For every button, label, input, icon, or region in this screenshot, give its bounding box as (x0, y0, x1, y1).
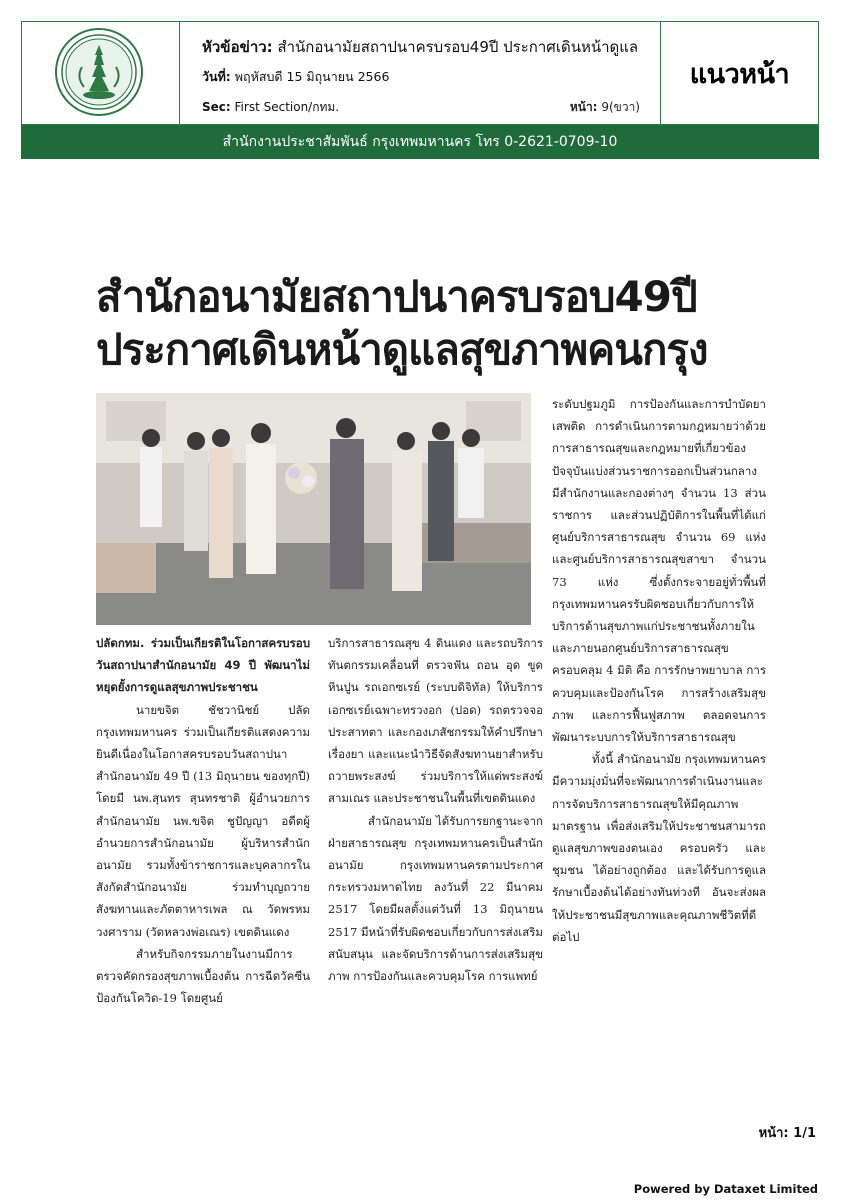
headline-meta (202, 35, 638, 59)
news-photo (96, 393, 531, 625)
sec-value: First Section/กทม. (234, 100, 340, 114)
paragraph-2: สำหรับกิจกรรมภายในงานมีการตรวจคัดกรองสุขภาพเบื้องต้น การฉีดวัคซีนป้องกันโควิด-19 โดยศูนย์ (96, 946, 310, 1006)
publication-cell (660, 22, 818, 124)
logo-cell (22, 22, 180, 124)
ceremony-photo-image (96, 393, 531, 625)
page-ref-label: หน้า: (569, 100, 598, 114)
article-title-line1: สำนักอนามัยสถาปนาครบรอบ49ปี (96, 272, 697, 321)
article-column-2 (328, 632, 543, 987)
sec-meta (202, 98, 339, 117)
headline-label: หัวข้อข่าว: (202, 38, 273, 56)
publication-name: แนวหน้า (689, 58, 790, 90)
paragraph-4: สำนักอนามัย ได้รับการยกฐานะจากฝ่ายสาธารณสุข กรุงเทพมหานครเป็นสำนักอนามัย กรุงเทพมหานครตามประกาศกระทรวงมหาดไทย ลงวันที่ 22 มีนาคม 2517 โดยมีผลตั้งแต่วันที่ 13 มิถุนายน 2517 มีหน้าที่รับผิดชอบเกี่ยวกับการส่งเสริม สนับสนุน และจัดบริการด้านการส่งเสริมสุขภาพ การป้องกันและควบคุมโรค การแพทย์ (328, 813, 543, 984)
page-number-value: 1/1 (793, 1126, 816, 1141)
date-label: วันที่: (202, 69, 231, 84)
date-value: พฤหัสบดี 15 มิถุนายน 2566 (234, 69, 390, 84)
paragraph-6: ทั้งนี้ สำนักอนามัย กรุงเทพมหานคร มีความมุ่งมั่นที่จะพัฒนาการดำเนินงานและการจัดบริการสาธารณสุขให้มีคุณภาพ มาตรฐาน เพื่อส่งเสริมให้ประชาชนสามารถดูแลสุขภาพของตนเอง ครอบครัว และชุมชน ได้อย่างถูกต้อง และได้รับการดูแลรักษาเบื้องต้นได้อย่างทันท่วงที อันจะส่งผลให้ประชาชนมีสุขภาพและคุณภาพชีวิตที่ดีต่อไป (552, 752, 766, 944)
paragraph-5: ระดับปฐมภูมิ การป้องกันและการบำบัดยาเสพติด การดำเนินการตามกฎหมายว่าด้วยการสาธารณสุขและกฎหมายที่เกี่ยวข้อง ปัจจุบันแบ่งส่วนราชการออกเป็นส่วนกลาง มีสำนักงานและกองต่างๆ จำนวน 13 ส่วนราชการ และส่วนปฏิบัติการในพื้นที่ได้แก่ ศูนย์บริการสาธารณสุข จำนวน 69 แห่ง และศูนย์บริการสาธารณสุขสาขา จำนวน 73 แห่ง ซึ่งตั้งกระจายอยู่ทั่วพื้นที่กรุงเทพมหานครรับผิดชอบเกี่ยวกับการให้บริการด้านสุขภาพแก่ประชาชนทั้งภายในและภายนอกศูนย์บริการสาธารณสุข ครอบคลุม 4 มิติ คือ การรักษาพยาบาล การควบคุมและป้องกันโรค การสร้างเสริมสุขภาพ และการฟื้นฟูสภาพ ตลอดจนการพัฒนาระบบการให้บริการสาธารณสุข (552, 397, 766, 745)
powered-by: Powered by Dataxet Limited (633, 1182, 818, 1196)
article-column-1 (96, 632, 310, 1009)
date-meta (202, 67, 389, 87)
sec-label: Sec: (202, 100, 231, 114)
page-ref (570, 98, 640, 117)
pr-office-banner: สำนักงานประชาสัมพันธ์ กรุงเทพมหานคร โทร 0-2621-0709-10 (21, 125, 819, 159)
page-number (759, 1122, 816, 1143)
headline-value: สำนักอนามัยสถาปนาครบรอบ49ปี ประกาศเดินหน้าดูแล (277, 38, 639, 56)
clipping-header (21, 21, 819, 125)
photo-caption: ปลัดกทม. ร่วมเป็นเกียรติในโอกาสครบรอบวันสถาปนาสำนักอนามัย 49 ปี พัฒนาไม่หยุดยั้งการดูแลสุขภาพประชาชน (96, 636, 310, 695)
paragraph-1: นายขจิต ชัชวานิชย์ ปลัดกรุงเทพมหานคร ร่วมเป็นเกียรติแสดงความยินดีเนื่องในโอกาสครบรอบวันสถาปนาสำนักอนามัย 49 ปี (13 มิถุนายน ของทุกปี) โดยมี นพ.สุนทร สุนทรชาติ ผู้อำนวยการสำนักอนามัย นพ.ขจิต ชูปัญญา อดีตผู้อำนวยการสำนักอนามัย ผู้บริหารสำนักอนามัย รวมทั้งข้าราชการและบุคลากรในสังกัดสำนักอนามัย ร่วมทำบุญถวายสังฆทานและภัตตาหารเพล ณ วัดพรหมวงศาราม (วัดหลวงพ่อเณร) เขตดินแดง (96, 702, 310, 939)
bma-seal-logo (54, 27, 144, 117)
paragraph-3: บริการสาธารณสุข 4 ดินแดง และรถบริการทันตกรรมเคลื่อนที่ ตรวจฟัน ถอน อุด ขูดหินปูน รถเอกซเรย์ (ระบบดิจิทัล) ให้บริการเอกซเรย์เฉพาะทรวงอก (ปอด) รถตรวจจอประสาทตา และกองเภสัชกรรมให้คำปรึกษาเรื่องยา และแนะนำวิธีจัดสังฆทานยาสำหรับถวายพระสงฆ์ ร่วมบริการให้แด่พระสงฆ์ สามเณร และประชาชนในพื้นที่เขตดินแดง (328, 636, 543, 806)
article-column-3 (552, 393, 766, 948)
article-title (96, 270, 776, 376)
meta-cell (180, 22, 662, 124)
page-ref-value: 9(ขวา) (601, 100, 640, 114)
article-title-line2: ประกาศเดินหน้าดูแลสุขภาพคนกรุง (96, 325, 708, 374)
page-number-label: หน้า: (758, 1126, 789, 1141)
